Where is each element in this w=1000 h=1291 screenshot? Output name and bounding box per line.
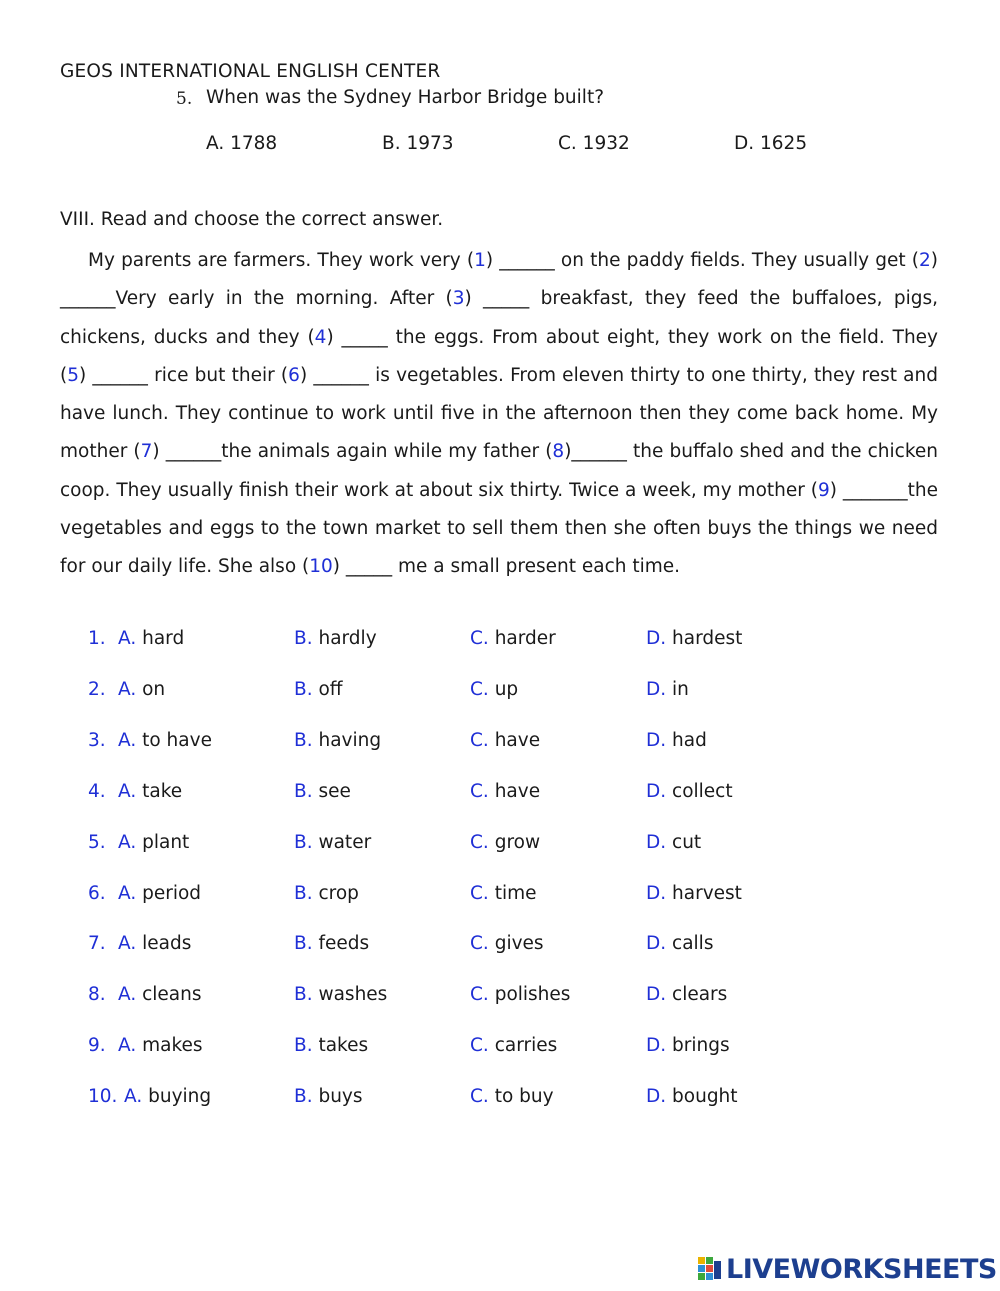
question-number: 6. <box>88 882 106 904</box>
option-letter: B. <box>294 1035 313 1057</box>
option-text: carries <box>494 1035 558 1057</box>
passage-text: ) _____ breakfast, they feed the buffaloes, pigs, chickens, ducks and they ( <box>60 288 939 348</box>
option-letter: D. <box>646 933 667 955</box>
option-a[interactable] <box>118 730 212 751</box>
option-text: polishes <box>494 984 571 1006</box>
option-d[interactable] <box>646 984 727 1005</box>
option-text: clears <box>672 984 728 1006</box>
option-letter: A. <box>118 984 137 1006</box>
option-d[interactable] <box>646 679 689 700</box>
option-text: grow <box>494 831 541 853</box>
blank-number: 3 <box>452 288 465 310</box>
option-b[interactable] <box>294 883 359 904</box>
option-letter: A. <box>118 678 137 700</box>
option-b[interactable] <box>294 1035 368 1056</box>
question-number: 2. <box>88 678 106 700</box>
option-text: off <box>318 678 343 700</box>
option-letter: B. <box>294 1086 313 1108</box>
passage-text: ) _____ the eggs. From about eight, they work on the field. They ( <box>60 326 938 386</box>
option-b[interactable] <box>294 730 381 751</box>
option-letter: B. <box>294 831 313 853</box>
blank-number: 10 <box>309 556 333 578</box>
option-letter: B. <box>294 729 313 751</box>
option-letter: B. <box>294 882 313 904</box>
option-d[interactable] <box>646 933 713 954</box>
option-letter: B. <box>294 780 313 802</box>
passage-text: ) _______the vegetables and eggs to the town market to sell them then she often buys the things we need for our daily life. She also ( <box>60 479 938 578</box>
option-letter: A. <box>118 882 137 904</box>
blank-number: 8 <box>552 441 565 463</box>
option-c[interactable] <box>470 1035 557 1056</box>
option-letter: B. <box>294 678 313 700</box>
passage-text: ) ______ on the paddy fields. They usually get ( <box>485 250 919 271</box>
liveworksheets-logo-text: LIVEWORKSHEETS <box>726 1253 997 1285</box>
question-number: 4. <box>88 780 106 802</box>
option-text: plant <box>142 831 190 853</box>
option-d[interactable] <box>646 1086 738 1107</box>
question-row <box>0 1035 1000 1065</box>
option-text: in <box>672 678 689 700</box>
question-number: 5. <box>88 831 106 853</box>
option-letter: A. <box>124 1086 143 1108</box>
option-a[interactable] <box>118 1035 203 1056</box>
question-row <box>0 883 1000 913</box>
option-text: hard <box>142 628 185 649</box>
option-text: brings <box>672 1035 730 1057</box>
option-a[interactable] <box>118 984 202 1005</box>
option-a[interactable] <box>118 832 189 853</box>
center-name: GEOS INTERNATIONAL ENGLISH CENTER <box>60 61 441 82</box>
blank-number: 1 <box>474 250 486 271</box>
option-letter: C. <box>470 780 489 802</box>
option-text: on <box>142 678 166 700</box>
question-row <box>0 832 1000 862</box>
option-text: hardly <box>318 628 377 649</box>
liveworksheets-logo <box>698 1252 997 1286</box>
passage-text: ) ______Very early in the morning. After ( <box>60 250 938 310</box>
option-letter: C. <box>470 729 489 751</box>
question-row <box>0 730 1000 760</box>
passage-text: ) ______ is vegetables. From eleven thirty to one thirty, they rest and have lunch. They continue to work until five in the afternoon then they come back home. My mother ( <box>60 364 938 463</box>
question-number: 8. <box>88 984 106 1006</box>
blank-number: 5 <box>67 364 79 386</box>
option-text: buying <box>148 1086 212 1108</box>
option-letter: C. <box>470 933 489 955</box>
option-text: feeds <box>318 933 370 955</box>
option-b[interactable] <box>294 679 343 700</box>
blank-number: 7 <box>140 441 153 463</box>
option-c[interactable] <box>470 933 544 954</box>
question-number: 7. <box>88 933 106 955</box>
question-number: 1. <box>88 628 106 649</box>
prev-question-option-b[interactable]: B. 1973 <box>382 133 454 154</box>
option-b[interactable] <box>294 781 351 802</box>
option-d[interactable] <box>646 832 701 853</box>
option-text: to have <box>142 729 212 751</box>
option-letter: D. <box>646 984 667 1006</box>
option-letter: A. <box>118 628 137 649</box>
option-text: having <box>318 729 382 751</box>
prev-question-option-d[interactable]: D. 1625 <box>734 133 808 154</box>
option-letter: D. <box>646 1035 667 1057</box>
option-text: cut <box>672 831 702 853</box>
option-a[interactable] <box>118 781 182 802</box>
option-d[interactable] <box>646 628 742 649</box>
option-letter: C. <box>470 628 489 649</box>
option-text: had <box>672 729 707 751</box>
option-text: takes <box>318 1035 369 1057</box>
option-letter: A. <box>118 1035 137 1057</box>
option-b[interactable] <box>294 628 377 649</box>
option-letter: A. <box>118 729 137 751</box>
question-number: 10. <box>88 1086 118 1108</box>
option-text: time <box>494 882 537 904</box>
prev-question-option-c[interactable]: C. 1932 <box>558 133 630 154</box>
blank-number: 2 <box>919 250 931 271</box>
option-b[interactable] <box>294 933 369 954</box>
option-a[interactable] <box>118 628 184 649</box>
option-text: have <box>494 729 541 751</box>
option-letter: D. <box>646 678 667 700</box>
option-a[interactable] <box>118 933 191 954</box>
passage-text: ) _____ me a small present each time. <box>332 556 681 578</box>
question-row <box>0 781 1000 811</box>
option-letter: C. <box>470 984 489 1006</box>
option-c[interactable] <box>470 1086 554 1107</box>
option-c[interactable] <box>470 883 537 904</box>
option-text: water <box>318 831 372 853</box>
option-c[interactable] <box>470 628 556 649</box>
option-letter: D. <box>646 780 667 802</box>
option-text: bought <box>672 1086 738 1108</box>
prev-question-option-a[interactable]: A. 1788 <box>206 133 278 154</box>
option-c[interactable] <box>470 730 540 751</box>
option-d[interactable] <box>646 730 707 751</box>
option-text: hardest <box>672 628 743 649</box>
option-text: see <box>318 780 351 802</box>
option-text: collect <box>672 780 733 802</box>
option-letter: D. <box>646 628 667 649</box>
prev-question-text: When was the Sydney Harbor Bridge built? <box>206 87 605 108</box>
option-text: harvest <box>672 882 742 904</box>
option-a[interactable] <box>124 1086 211 1107</box>
section-title: VIII. Read and choose the correct answer. <box>60 209 444 230</box>
option-d[interactable] <box>646 781 733 802</box>
question-number: 9. <box>88 1035 106 1057</box>
option-text: makes <box>142 1035 203 1057</box>
option-text: harder <box>494 628 556 649</box>
option-letter: B. <box>294 984 313 1006</box>
option-text: have <box>494 780 541 802</box>
option-b[interactable] <box>294 832 371 853</box>
option-text: washes <box>318 984 388 1006</box>
option-letter: C. <box>470 1035 489 1057</box>
option-letter: A. <box>118 933 137 955</box>
option-text: up <box>494 678 519 700</box>
option-letter: C. <box>470 882 489 904</box>
option-text: crop <box>318 882 359 904</box>
option-a[interactable] <box>118 679 165 700</box>
option-letter: B. <box>294 628 313 649</box>
option-c[interactable] <box>470 679 518 700</box>
option-c[interactable] <box>470 781 540 802</box>
option-d[interactable] <box>646 1035 730 1056</box>
option-letter: C. <box>470 831 489 853</box>
passage-text: )______ the buffalo shed and the chicken coop. They usually finish their work at about six thirty. Twice a week, my mother ( <box>60 441 938 501</box>
option-text: period <box>142 882 202 904</box>
option-c[interactable] <box>470 984 570 1005</box>
option-text: buys <box>318 1086 363 1108</box>
option-text: take <box>142 780 183 802</box>
question-row <box>0 628 1000 658</box>
question-row <box>0 984 1000 1014</box>
option-d[interactable] <box>646 883 742 904</box>
option-letter: C. <box>470 1086 489 1108</box>
option-letter: A. <box>118 831 137 853</box>
option-text: gives <box>494 933 544 955</box>
option-text: leads <box>142 933 192 955</box>
option-letter: A. <box>118 780 137 802</box>
option-letter: D. <box>646 729 667 751</box>
question-row <box>0 933 1000 963</box>
prev-question-number: 5. <box>176 89 193 109</box>
reading-passage <box>60 242 938 587</box>
question-row <box>0 1086 1000 1116</box>
option-letter: D. <box>646 831 667 853</box>
option-b[interactable] <box>294 984 387 1005</box>
option-text: to buy <box>494 1086 554 1108</box>
passage-text: ) ______the animals again while my father ( <box>152 441 553 463</box>
option-text: calls <box>672 933 714 955</box>
blank-number: 9 <box>817 479 830 501</box>
option-letter: D. <box>646 1086 667 1108</box>
passage-text: My parents are farmers. They work very ( <box>88 250 475 271</box>
blank-number: 4 <box>314 326 327 348</box>
question-number: 3. <box>88 729 106 751</box>
option-letter: D. <box>646 882 667 904</box>
option-text: cleans <box>142 984 202 1006</box>
liveworksheets-logo-icon <box>698 1257 722 1281</box>
option-letter: C. <box>470 678 489 700</box>
option-b[interactable] <box>294 1086 363 1107</box>
blank-number: 6 <box>288 364 300 386</box>
option-c[interactable] <box>470 832 540 853</box>
option-letter: B. <box>294 933 313 955</box>
passage-text: ) ______ rice but their ( <box>79 364 289 386</box>
option-a[interactable] <box>118 883 201 904</box>
question-row <box>0 679 1000 709</box>
